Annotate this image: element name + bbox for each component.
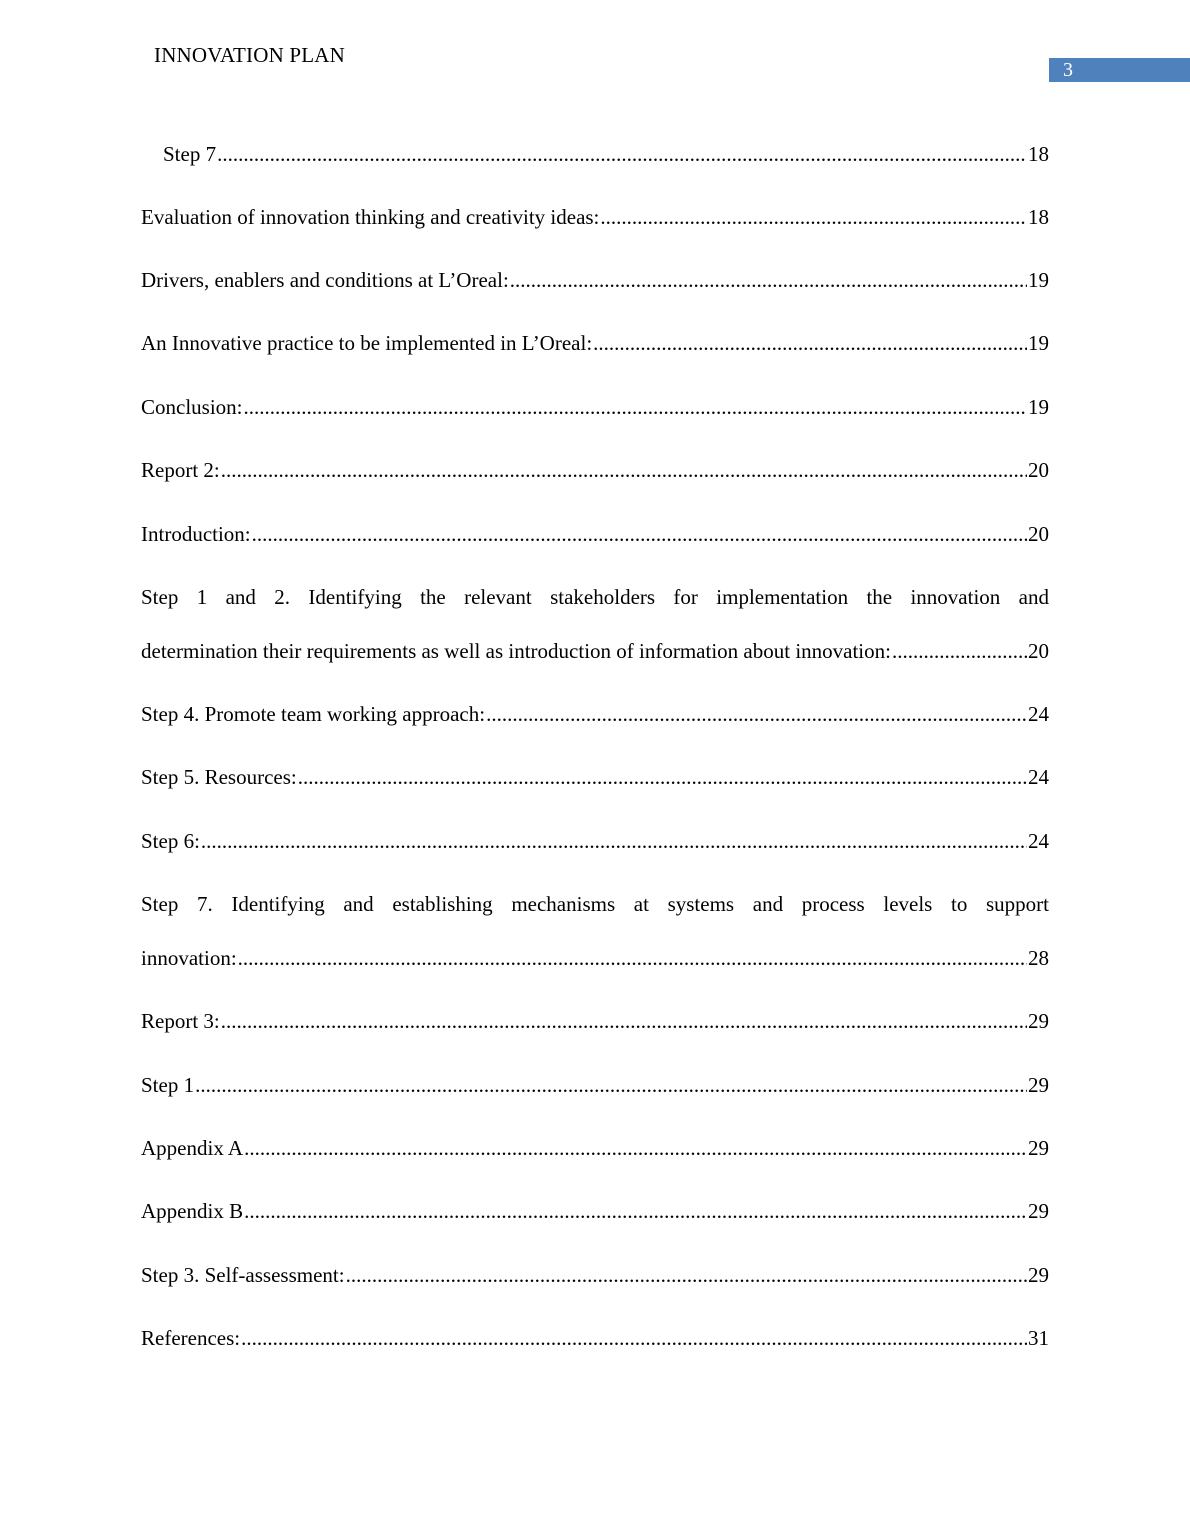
running-header-title: INNOVATION PLAN (154, 43, 346, 67)
toc-entry-page: 19 (1028, 395, 1049, 419)
toc-entry-page: 19 (1028, 331, 1049, 355)
toc-entry-step-7[interactable] (163, 140, 1049, 168)
dot-leader (221, 1007, 1027, 1035)
toc-entry-label: Appendix A (141, 1136, 244, 1160)
toc-entry-references[interactable] (141, 1324, 1049, 1352)
toc-entry-label: Step 7 (163, 142, 217, 166)
toc-entry-label-line-1: Step 7. Identifying and establishing mechanisms at systems and process levels to support (141, 892, 1049, 916)
toc-entry-label: Report 2: (141, 458, 220, 482)
toc-entry-label: Step 5. Resources: (141, 765, 297, 789)
dot-leader (486, 700, 1027, 728)
toc-entry-label: Conclusion: (141, 395, 243, 419)
toc-entry-page: 19 (1028, 268, 1049, 292)
toc-entry-page: 18 (1028, 205, 1049, 229)
dot-leader (593, 329, 1027, 357)
dot-leader (244, 1134, 1027, 1162)
toc-entry-drivers[interactable] (141, 266, 1049, 294)
toc-entry-label: innovation: (141, 946, 237, 970)
toc-entry-report-3[interactable] (141, 1007, 1049, 1035)
dot-leader (510, 266, 1027, 294)
toc-entry-steps-1-2[interactable] (141, 583, 1049, 665)
toc-entry-page: 29 (1028, 1136, 1049, 1160)
dot-leader (217, 140, 1027, 168)
toc-entry-label-line-1: Step 1 and 2. Identifying the relevant stakeholders for implementation the innovation and (141, 585, 1049, 609)
toc-entry-page: 29 (1028, 1263, 1049, 1287)
dot-leader (241, 1324, 1027, 1352)
dot-leader (201, 827, 1027, 855)
toc-entry-page: 24 (1028, 702, 1049, 726)
toc-entry-page: 18 (1028, 142, 1049, 166)
toc-entry-label: Introduction: (141, 522, 251, 546)
dot-leader (346, 1261, 1027, 1289)
toc-entry-page: 24 (1028, 829, 1049, 853)
toc-entry-page: 29 (1028, 1199, 1049, 1223)
toc-entry-appendix-b[interactable] (141, 1197, 1049, 1225)
toc-entry-label: Step 1 (141, 1073, 195, 1097)
toc-entry-page: 20 (1028, 639, 1049, 663)
dot-leader (221, 456, 1027, 484)
toc-entry-label: Report 3: (141, 1009, 220, 1033)
toc-entry-introduction[interactable] (141, 520, 1049, 548)
dot-leader (892, 637, 1027, 665)
dot-leader (244, 1197, 1027, 1225)
toc-entry-innovative-practice[interactable] (141, 329, 1049, 357)
toc-entry-label: References: (141, 1326, 241, 1350)
toc-entry-evaluation[interactable] (141, 203, 1049, 231)
dot-leader (238, 944, 1027, 972)
toc-entry-step-7-mechanisms[interactable] (141, 890, 1049, 972)
toc-entry-step-3-self-assessment[interactable] (141, 1261, 1049, 1289)
dot-leader (252, 520, 1027, 548)
toc-entry-label: Step 4. Promote team working approach: (141, 702, 486, 726)
toc-entry-page: 29 (1028, 1009, 1049, 1033)
toc-entry-conclusion[interactable] (141, 393, 1049, 421)
toc-entry-label: Evaluation of innovation thinking and creativity ideas: (141, 205, 600, 229)
dot-leader (195, 1071, 1027, 1099)
toc-entry-label: Step 6: (141, 829, 200, 853)
toc-entry-step-6[interactable] (141, 827, 1049, 855)
toc-entry-page: 20 (1028, 522, 1049, 546)
toc-entry-step-4[interactable] (141, 700, 1049, 728)
toc-entry-report-2[interactable] (141, 456, 1049, 484)
toc-entry-page: 24 (1028, 765, 1049, 789)
toc-entry-page: 28 (1028, 946, 1049, 970)
toc-entry-page: 29 (1028, 1073, 1049, 1097)
toc-entry-appendix-a[interactable] (141, 1134, 1049, 1162)
toc-entry-page: 31 (1028, 1326, 1049, 1350)
toc-entry-page: 20 (1028, 458, 1049, 482)
toc-entry-step-5[interactable] (141, 763, 1049, 791)
dot-leader (244, 393, 1027, 421)
toc-entry-label: Step 3. Self-assessment: (141, 1263, 345, 1287)
toc-entry-label: determination their requirements as well as introduction of information about innovation: (141, 639, 891, 663)
toc-entry-step-1[interactable] (141, 1071, 1049, 1099)
dot-leader (298, 763, 1027, 791)
toc-entry-label: An Innovative practice to be implemented in L’Oreal: (141, 331, 593, 355)
dot-leader (600, 203, 1027, 231)
toc-entry-label: Drivers, enablers and conditions at L’Oreal: (141, 268, 509, 292)
toc-entry-label: Appendix B (141, 1199, 244, 1223)
page-number-badge: 3 (1049, 58, 1190, 82)
